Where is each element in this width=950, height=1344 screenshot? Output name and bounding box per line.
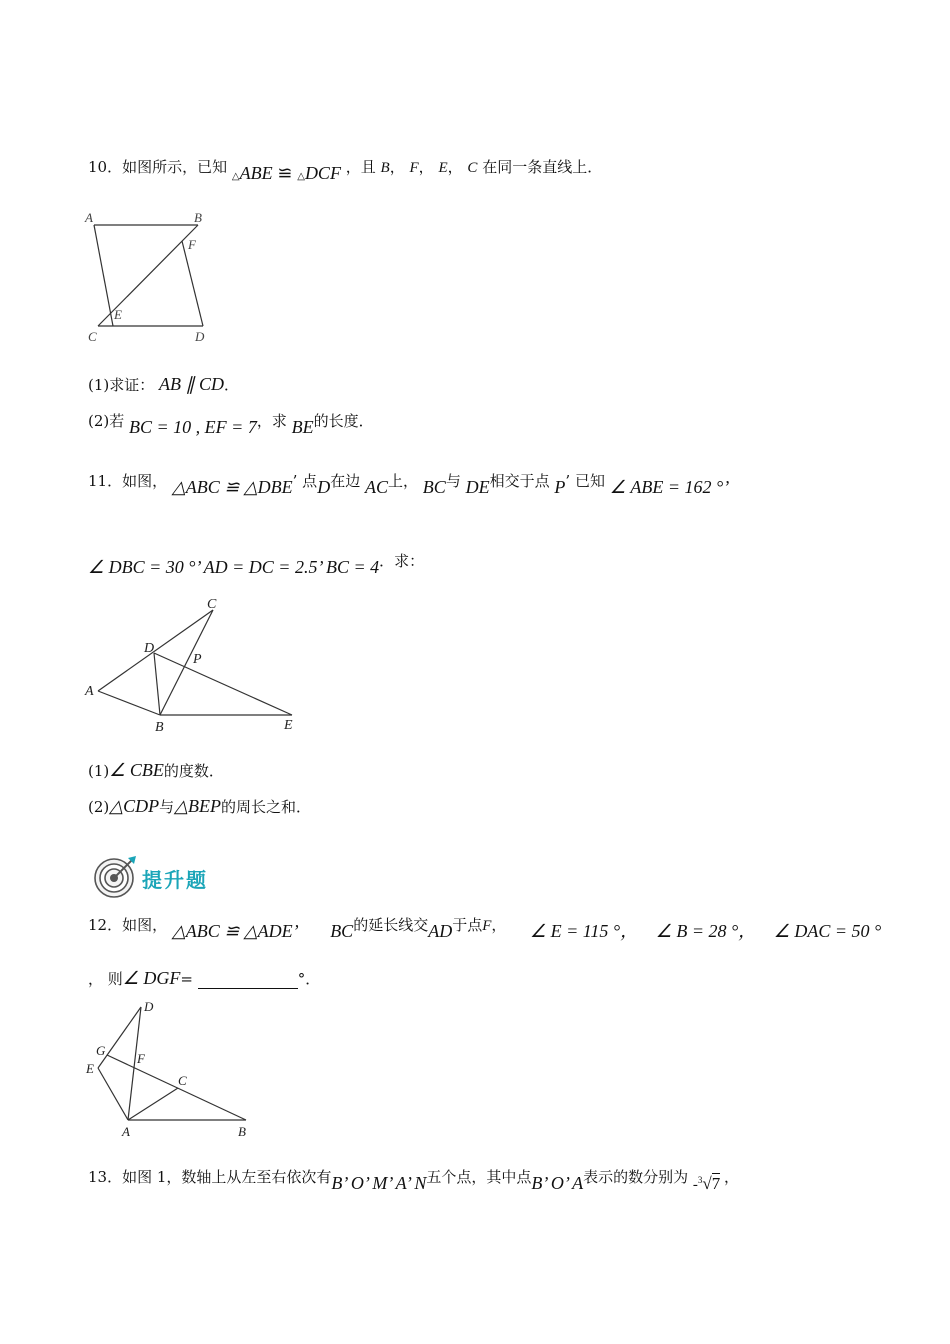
q10-p2-math1: BC = 10 , EF = 7 <box>129 417 257 437</box>
q12-math-ad: AD <box>428 921 453 941</box>
segment-bc <box>160 610 213 715</box>
q11-text: ’ 已知 <box>565 472 605 490</box>
label-g: G <box>96 1043 106 1058</box>
separator: ， <box>723 1168 739 1186</box>
q10-stem <box>88 156 603 183</box>
q11-p1-math: ∠ CBE <box>109 760 164 780</box>
q11-p2-math1: △CDP <box>109 796 160 816</box>
q11-point-d: D <box>317 477 331 497</box>
part-mid: 与 <box>159 798 175 816</box>
label-a: A <box>85 684 94 699</box>
target-dart-icon <box>92 852 138 898</box>
q11-part1 <box>88 760 224 781</box>
label-d: D <box>195 329 205 344</box>
q10-point-f: F <box>409 160 419 176</box>
q13-text: 五个点，其中点 <box>426 1168 532 1186</box>
label-d: D <box>144 641 155 656</box>
q12-math-bc: BC <box>330 921 354 941</box>
q12-figure <box>80 995 260 1145</box>
q12-text: ， <box>491 916 507 934</box>
q10-part2 <box>88 410 374 437</box>
q12-text: 于点 <box>452 916 483 934</box>
q12-text: °． <box>297 970 321 988</box>
segment-ae <box>98 1068 128 1120</box>
part-prefix: (1)求证： <box>88 376 155 394</box>
q10-point-c: C <box>467 160 478 176</box>
q11-given-values: ∠ DBC = 30 °’ AD = DC = 2.5’ BC = 4 <box>88 557 380 577</box>
q12-angle-dgf: ∠ DGF <box>122 968 181 988</box>
label-e: E <box>86 1061 94 1076</box>
separator: ， <box>418 158 434 176</box>
label-p: P <box>193 652 202 667</box>
q10-point-e: E <box>438 160 448 176</box>
q11-number: 11．如图， <box>88 472 168 490</box>
separator: ， <box>447 158 463 176</box>
q11-text: 上， <box>388 472 419 490</box>
q12-stem <box>88 910 882 941</box>
label-b: B <box>238 1124 246 1139</box>
q12-text: ， 则 <box>88 970 123 988</box>
segment-ac <box>94 225 113 326</box>
q10-p1-math: AB ∥ CD <box>159 374 225 394</box>
q10-math-dcf: DCF <box>304 163 341 183</box>
separator: ， <box>389 158 405 176</box>
part-end: 的度数． <box>163 762 224 780</box>
q10-congruence-math <box>232 165 346 183</box>
q11-stem <box>88 470 730 497</box>
section-title: 提升题 <box>142 868 208 892</box>
q11-part2 <box>88 796 311 817</box>
q11-math-de: DE <box>465 477 490 497</box>
q12-angle-b: ∠ B = 28 °， <box>655 921 757 941</box>
root-index: 3 <box>697 1175 703 1185</box>
label-b: B <box>194 210 202 225</box>
q13-number: 13．如图 1，数轴上从左至右依次有 <box>88 1168 332 1186</box>
q10-math-abe: ABE <box>239 163 273 183</box>
q11-figure <box>80 595 310 740</box>
segment-de <box>154 653 292 715</box>
label-a: A <box>122 1124 130 1139</box>
q12-point-f: F <box>482 918 492 934</box>
q10-part1 <box>88 374 239 395</box>
segment-ac <box>98 610 213 691</box>
label-c: C <box>178 1073 187 1088</box>
q13-points-list2: B’ O’ A <box>531 1173 584 1193</box>
label-d: D <box>144 999 154 1014</box>
q11-p2-math2: △BEP <box>174 796 221 816</box>
q13-stem <box>88 1166 739 1193</box>
q11-text: 在边 <box>330 472 361 490</box>
q11-congruence: △ABC ≌ △DBE <box>171 477 293 497</box>
q12-stem-line2 <box>88 968 320 989</box>
segment-ac <box>128 1088 178 1120</box>
q10-point-b: B <box>380 160 390 176</box>
q11-text: 与 <box>445 472 461 490</box>
part-prefix: (1) <box>88 762 110 780</box>
q11-stem-line2 <box>88 550 425 577</box>
q11-text: ．求： <box>379 552 425 570</box>
segment-gb <box>107 1055 246 1120</box>
triangle-glyph: △ <box>297 171 305 182</box>
q11-math-bc: BC <box>422 477 446 497</box>
label-f: F <box>188 237 196 252</box>
q13-text: 表示的数分别为 <box>583 1168 689 1186</box>
segment-db <box>154 653 160 715</box>
q10-stem-text3: 在同一条直线上． <box>482 158 603 176</box>
label-e: E <box>114 307 122 322</box>
segment-bc <box>98 225 198 326</box>
q10-p2-math2: BE <box>291 417 314 437</box>
part-mid: ，求 <box>256 412 287 430</box>
q13-cube-root: -$^3$√7 <box>692 1174 721 1193</box>
part-end: 的长度． <box>313 412 374 430</box>
q10-stem-text2: ，且 <box>345 158 376 176</box>
answer-blank[interactable] <box>198 974 298 989</box>
triangle-glyph: △ <box>231 171 240 182</box>
q12-angle-e: ∠ E = 115 °， <box>529 921 639 941</box>
label-c: C <box>88 329 97 344</box>
segment-ab <box>98 691 160 715</box>
part-end: ． <box>224 376 240 394</box>
q11-math-ac: AC <box>364 477 388 497</box>
label-a: A <box>85 210 93 225</box>
label-c: C <box>207 597 217 612</box>
q11-angle-abe: ∠ ABE = 162 °’ <box>609 477 730 497</box>
congruent-symbol: ≌ <box>277 163 293 183</box>
minus-sign: - <box>692 1177 698 1193</box>
q11-text: 相交于点 <box>489 472 550 490</box>
label-b: B <box>155 720 164 735</box>
q13-points-list: B’ O’ M’ A’ N <box>331 1173 427 1193</box>
q12-text: 的延长线交 <box>353 916 429 934</box>
q11-point-p: P <box>554 477 566 497</box>
part-prefix: (2) <box>88 798 110 816</box>
q12-congruence: △ABC ≌ △ADE’ <box>171 921 299 941</box>
part-end: 的周长之和． <box>220 798 311 816</box>
label-f: F <box>137 1051 145 1066</box>
q10-figure <box>80 205 230 350</box>
part-prefix: (2)若 <box>88 412 125 430</box>
q12-number: 12．如图， <box>88 916 168 934</box>
segment-fd <box>182 241 203 326</box>
q10-stem-text: 10．如图所示，已知 <box>88 158 228 176</box>
q12-angle-dac: ∠ DAC = 50 ° <box>773 921 882 941</box>
q11-text: ’ 点 <box>292 472 318 490</box>
label-e: E <box>284 718 293 733</box>
equals-sign: = <box>180 970 193 988</box>
radicand: 7 <box>711 1174 721 1193</box>
